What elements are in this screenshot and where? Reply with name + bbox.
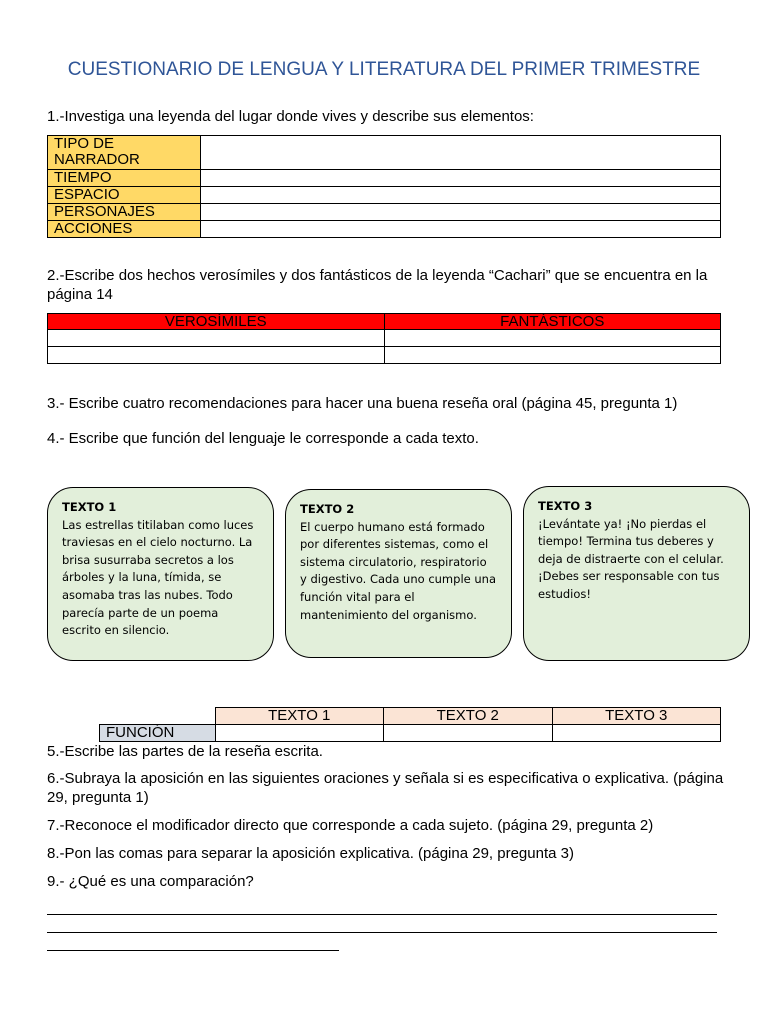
question-5: 5.-Escribe las partes de la reseña escrita.: [47, 743, 323, 760]
answer-cell[interactable]: [201, 204, 721, 221]
answer-cell[interactable]: [384, 725, 553, 742]
legend-elements-table: [47, 135, 721, 238]
table-header-row: [100, 708, 721, 725]
text-card-1: [47, 487, 274, 661]
row-label-espacio: ESPACIO: [48, 187, 201, 204]
table-row: [48, 347, 721, 364]
card-body: Las estrellas titilaban como luces traviesas en el cielo nocturno. La brisa susurraba secretos a los árboles y la luna, tímida, se asomaba tras las nubes. Todo parecía parte de un poema escrito en silencio.: [62, 517, 254, 638]
question-9: 9.- ¿Qué es una comparación?: [47, 873, 254, 890]
answer-cell[interactable]: [201, 221, 721, 238]
facts-table: [47, 313, 721, 364]
table-row: [48, 330, 721, 347]
answer-cell[interactable]: [201, 187, 721, 204]
question-1: 1.-Investiga una leyenda del lugar donde vives y describe sus elementos:: [47, 108, 534, 125]
function-table: [99, 707, 721, 742]
row-label-tiempo: TIEMPO: [48, 170, 201, 187]
question-8: 8.-Pon las comas para separar la aposición explicativa. (página 29, pregunta 3): [47, 845, 574, 862]
header-verosimiles: VEROSÍMILES: [48, 314, 385, 330]
answer-cell[interactable]: [552, 725, 721, 742]
row-label-personajes: PERSONAJES: [48, 204, 201, 221]
question-7: 7.-Reconoce el modificador directo que corresponde a cada sujeto. (página 29, pregunta 2): [47, 817, 654, 834]
card-body: El cuerpo humano está formado por diferentes sistemas, como el sistema circulatorio, respiratorio y digestivo. Cada uno cumple una función vital para el mantenimiento del organismo.: [300, 519, 496, 622]
answer-cell[interactable]: [48, 347, 385, 364]
question-3: 3.- Escribe cuatro recomendaciones para hacer una buena reseña oral (página 45, pregunta 1): [47, 395, 678, 412]
answer-cell[interactable]: [384, 347, 721, 364]
header-fantasticos: FANTÁSTICOS: [384, 314, 721, 330]
answer-cell[interactable]: [48, 330, 385, 347]
row-label-narrador: TIPO DE NARRADOR: [48, 136, 201, 170]
question-6: 6.-Subraya la aposición en las siguientes oraciones y señala si es especificativa o explicativa. (página 29, pregunta 1): [47, 770, 724, 806]
page-title: CUESTIONARIO DE LENGUA Y LITERATURA DEL PRIMER TRIMESTRE: [67, 59, 701, 80]
text-card-3: [523, 486, 750, 661]
answer-line[interactable]: [47, 950, 339, 951]
card-body: ¡Levántate ya! ¡No pierdas el tiempo! Termina tus deberes y deja de distraerte con el celular. ¡Debes ser responsable con tus estudios!: [538, 516, 724, 601]
table-row: [48, 170, 721, 187]
table-row: [48, 187, 721, 204]
table-row: [48, 221, 721, 238]
header-texto-3: TEXTO 3: [552, 708, 721, 725]
header-texto-2: TEXTO 2: [384, 708, 553, 725]
answer-line[interactable]: [47, 914, 717, 915]
row-label-acciones: ACCIONES: [48, 221, 201, 238]
answer-cell[interactable]: [201, 136, 721, 170]
card-title: TEXTO 1: [62, 500, 117, 514]
answer-cell[interactable]: [201, 170, 721, 187]
question-2: 2.-Escribe dos hechos verosímiles y dos fantásticos de la leyenda “Cachari” que se encuentra en la página 14: [47, 267, 708, 303]
card-title: TEXTO 2: [300, 502, 355, 516]
table-row: [100, 725, 721, 742]
answer-cell[interactable]: [384, 330, 721, 347]
text-card-2: [285, 489, 512, 658]
table-row: [48, 204, 721, 221]
table-row: [48, 136, 721, 170]
row-label-funcion: FUNCIÓN: [100, 725, 216, 742]
answer-cell[interactable]: [215, 725, 384, 742]
table-header-row: [48, 314, 721, 330]
header-texto-1: TEXTO 1: [215, 708, 384, 725]
empty-corner: [100, 708, 216, 725]
answer-line[interactable]: [47, 932, 717, 933]
question-4: 4.- Escribe que función del lenguaje le corresponde a cada texto.: [47, 430, 479, 447]
card-title: TEXTO 3: [538, 499, 593, 513]
